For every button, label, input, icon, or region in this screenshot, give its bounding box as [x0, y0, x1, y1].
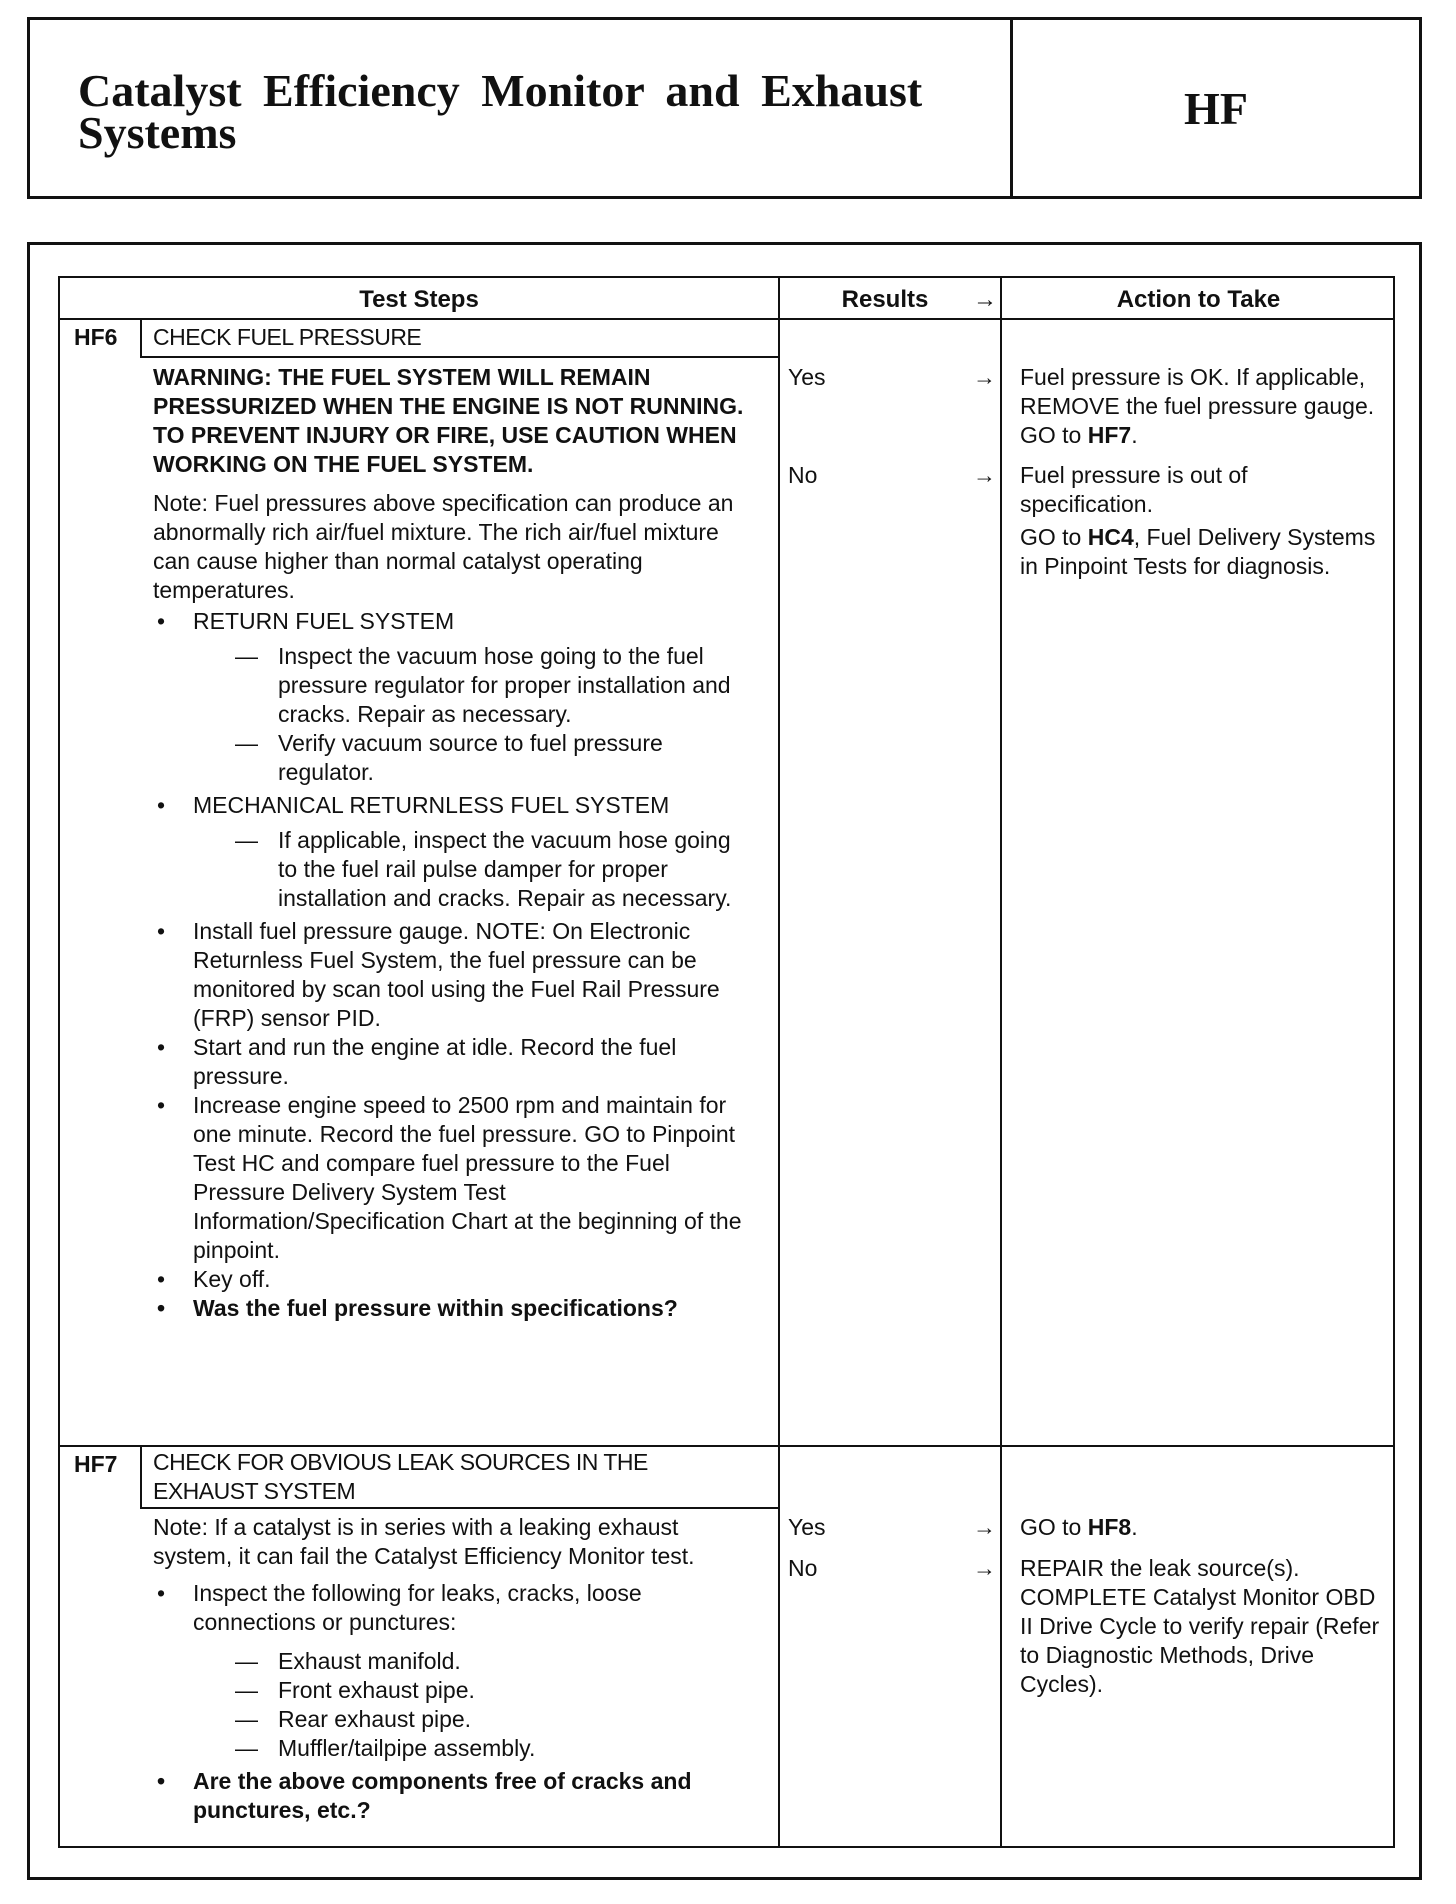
sub-list-item: — Rear exhaust pipe.	[193, 1705, 748, 1734]
action-text: Fuel pressure is out of specification.	[1020, 462, 1248, 517]
step-title-hf6: CHECK FUEL PRESSURE	[153, 324, 422, 350]
step-list	[153, 1579, 748, 1825]
list-item	[153, 791, 748, 913]
list-item	[153, 607, 748, 787]
warning-text: WARNING: THE FUEL SYSTEM WILL REMAIN PRESSURIZED WHEN THE ENGINE IS NOT RUNNING. TO PREVENT INJURY OR FIRE, USE CAUTION WHEN WORKING ON THE FUEL SYSTEM.	[153, 364, 744, 477]
arrow-icon: →	[973, 462, 996, 488]
list-item: • Install fuel pressure gauge. NOTE: On Electronic Returnless Fuel System, the fuel pressure can be monitored by scan tool using the Fuel Rail Pressure (FRP) sensor PID.	[153, 917, 748, 1033]
results-arrow-icon: →	[973, 286, 997, 313]
action-text: GO to	[1020, 524, 1088, 550]
sub-list-item: — Exhaust manifold.	[193, 1647, 748, 1676]
step-reference: HF7	[1087, 422, 1132, 448]
note-text: Note: If a catalyst is in series with a leaking exhaust system, it can fail the Catalyst Efficiency Monitor test.	[153, 1514, 695, 1569]
list-item-text: Inspect the following for leaks, cracks, loose connections or punctures:	[193, 1580, 642, 1635]
sub-list-item: — Inspect the vacuum hose going to the fuel pressure regulator for proper installation and cracks. Repair as necessary.	[193, 642, 748, 729]
question-item: • Are the above components free of cracks and punctures, etc.?	[153, 1767, 748, 1825]
action-text: GO to	[1020, 1514, 1088, 1540]
step-body-hf7	[153, 1513, 748, 1825]
list-item-text: MECHANICAL RETURNLESS FUEL SYSTEM	[193, 792, 670, 818]
action-text: , Fuel Delivery Systems in Pinpoint Tests for diagnosis.	[1020, 524, 1376, 579]
result-yes-hf7: Yes	[788, 1514, 826, 1540]
column-header-results: Results	[841, 286, 929, 313]
step-list	[153, 607, 748, 1323]
step-title-hf7: CHECK FOR OBVIOUS LEAK SOURCES IN THE EXHAUST SYSTEM	[153, 1449, 648, 1504]
list-item: • Key off.	[153, 1265, 748, 1294]
step-code-hf7: HF7	[74, 1451, 118, 1477]
list-item: • Increase engine speed to 2500 rpm and maintain for one minute. Record the fuel pressure. GO to Pinpoint Test HC and compare fuel pressure to the Fuel Pressure Delivery System Test Information/Specification Chart at the beginning of the pinpoint.	[153, 1091, 748, 1265]
action-yes-hf7	[1020, 1513, 1380, 1542]
column-divider-action	[1000, 276, 1002, 1848]
sub-list-item: — Verify vacuum source to fuel pressure regulator.	[193, 729, 748, 787]
list-item-text: RETURN FUEL SYSTEM	[193, 608, 455, 634]
column-divider-results	[778, 276, 780, 1848]
code-column-divider-hf7	[140, 1445, 142, 1507]
arrow-icon: →	[973, 1514, 996, 1540]
hf7-title-divider	[140, 1507, 780, 1509]
step-divider	[58, 1445, 1395, 1447]
arrow-icon: →	[973, 364, 996, 390]
column-header-test-steps: Test Steps	[359, 286, 479, 313]
action-text: .	[1131, 422, 1138, 448]
action-text: .	[1131, 1514, 1138, 1540]
sub-list-item: — If applicable, inspect the vacuum hose going to the fuel rail pulse damper for proper installation and cracks. Repair as necessary.	[193, 826, 748, 913]
action-no-hf7: REPAIR the leak source(s). COMPLETE Catalyst Monitor OBD II Drive Cycle to verify repair (Refer to Diagnostic Methods, Drive Cycles).	[1020, 1555, 1380, 1697]
action-text: Fuel pressure is OK. If applicable, REMOVE the fuel pressure gauge. GO to	[1020, 364, 1375, 448]
note-text: Note: Fuel pressures above specification can produce an abnormally rich air/fuel mixture. The rich air/fuel mixture can cause higher than normal catalyst operating temperatures.	[153, 490, 734, 603]
step-reference: HC4	[1087, 524, 1134, 550]
result-yes-hf6: Yes	[788, 364, 826, 390]
sub-list-item: — Front exhaust pipe.	[193, 1676, 748, 1705]
action-yes-hf6	[1020, 363, 1380, 450]
sub-list-item: — Muffler/tailpipe assembly.	[193, 1734, 748, 1763]
list-item: • Start and run the engine at idle. Record the fuel pressure.	[153, 1033, 748, 1091]
sub-list	[193, 642, 748, 787]
section-code: HF	[1184, 82, 1248, 134]
sub-list	[193, 1647, 748, 1763]
action-no-hf6	[1020, 461, 1380, 581]
page-title: Catalyst Efficiency Monitor and Exhaust Systems	[78, 65, 923, 158]
code-column-divider-hf6	[140, 318, 142, 356]
result-no-hf6: No	[788, 462, 818, 488]
hf6-title-divider	[140, 356, 780, 358]
sub-list	[193, 826, 748, 913]
step-body-hf6	[153, 363, 748, 1323]
question-item: • Was the fuel pressure within specifications?	[153, 1294, 748, 1323]
step-reference: HF8	[1087, 1514, 1132, 1540]
action-text-detail	[1020, 523, 1380, 581]
page-header	[27, 17, 1422, 199]
arrow-icon: →	[973, 1555, 996, 1581]
result-no-hf7: No	[788, 1555, 818, 1581]
list-item	[153, 1579, 748, 1763]
column-header-action: Action to Take	[1116, 286, 1281, 313]
step-code-hf6: HF6	[74, 324, 118, 350]
